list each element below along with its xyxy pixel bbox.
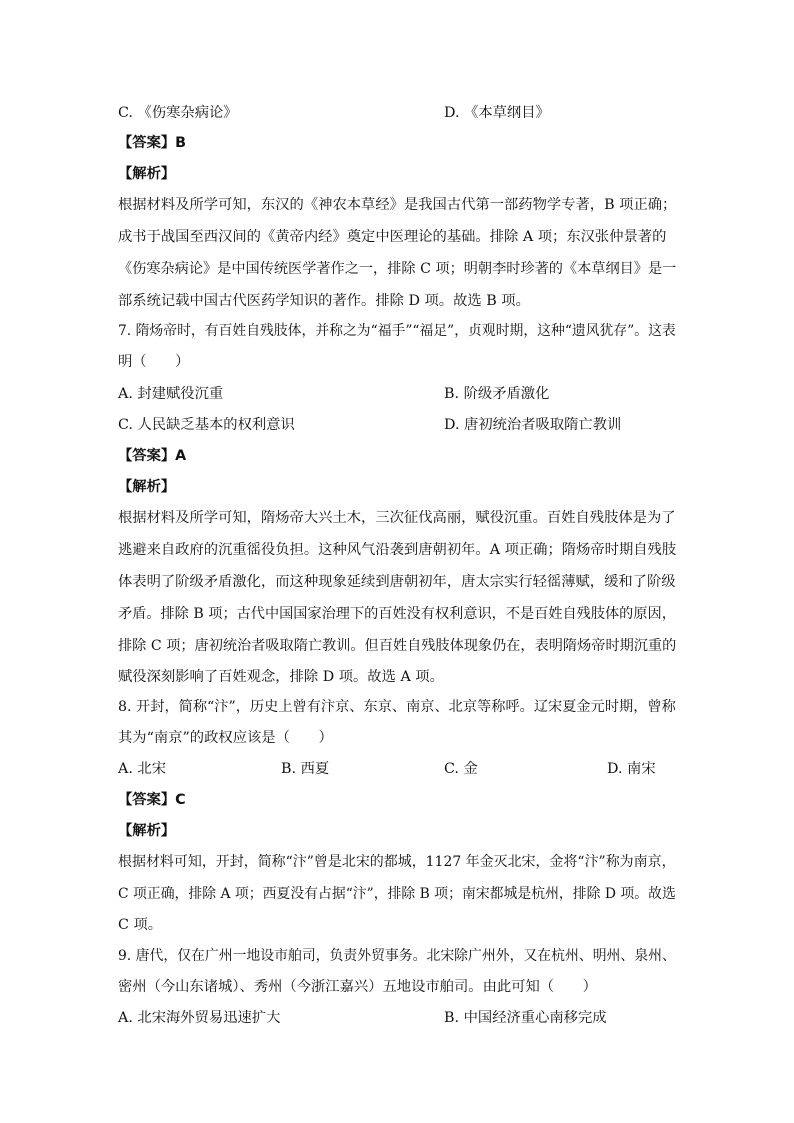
- q6-option-c: C. 《伤寒杂病论》: [118, 105, 238, 121]
- q9-option-b: B. 中国经济重心南移完成: [444, 1010, 607, 1026]
- q7-stem-line: 7. 隋炀帝时，有百姓自残肢体，并称之为“福手”“福足”，贞观时期，这种“遗风犹存”。这表: [118, 323, 676, 339]
- q7-analysis-line: 根据材料及所学可知，隋炀帝大兴土木，三次征伐高丽，赋役沉重。百姓自残肢体是为了: [118, 510, 676, 526]
- q6-analysis-line: 《伤寒杂病论》是中国传统医学著作之一，排除 C 项；明朝李时珍著的《本草纲目》是一: [118, 261, 677, 277]
- q7-analysis-line: 逃避来自政府的沉重徭役负担。这种风气沿袭到唐朝初年。A 项正确；隋炀帝时期自残肢: [118, 542, 677, 558]
- q8-option-c: C. 金: [444, 761, 478, 777]
- q7-analysis-line: 排除 C 项；唐初统治者吸取隋亡教训。但百姓自残肢体现象仍在，表明隋炀帝时期沉重的: [118, 638, 677, 654]
- q8-analysis-line: 根据材料可知，开封，简称“汴”曾是北宋的都城，1127 年金灭北宋，金将“汴”称为南京，: [118, 854, 676, 870]
- q7-option-a: A. 封建赋役沉重: [118, 386, 224, 402]
- q7-answer: 【答案】A: [118, 448, 187, 464]
- q7-stem-line: 明（ ）: [118, 354, 190, 370]
- q8-option-b: B. 西夏: [281, 761, 330, 777]
- q6-analysis-line: 成书于战国至西汉间的《黄帝内经》奠定中医理论的基础。排除 A 项；东汉张仲景著的: [118, 229, 667, 245]
- q7-analysis-label: 【解析】: [118, 479, 176, 495]
- q8-analysis-line: C 项。: [118, 917, 163, 933]
- q6-answer: 【答案】B: [118, 135, 187, 151]
- q8-stem-line: 8. 开封，简称“汴”，历史上曾有汴京、东京、南京、北京等称呼。辽宋夏金元时期，曾称: [118, 699, 676, 715]
- q7-option-d: D. 唐初统治者吸取隋亡教训: [444, 417, 622, 433]
- q6-analysis-line: 部系统记载中国古代医药学知识的著作。排除 D 项。故选 B 项。: [118, 293, 530, 309]
- q9-stem-line: 密州（今山东诸城）、秀州（今浙江嘉兴）五地设市舶司。由此可知（ ）: [118, 979, 597, 995]
- q7-analysis-line: 赋役深刻影响了百姓观念，排除 D 项。故选 A 项。: [118, 669, 444, 685]
- q8-analysis-line: C 项正确，排除 A 项；西夏没有占据“汴”，排除 B 项；南宋都城是杭州，排除 D 项。故选: [118, 886, 676, 902]
- q8-option-d: D. 南宋: [607, 761, 656, 777]
- q8-stem-line: 其为“南京”的政权应该是（ ）: [118, 730, 333, 746]
- q7-analysis-line: 矛盾。排除 B 项；古代中国国家治理下的百姓没有权利意识，不是百姓自残肢体的原因，: [118, 606, 676, 622]
- q9-stem-line: 9. 唐代，仅在广州一地设市舶司，负责外贸事务。北宋除广州外，又在杭州、明州、泉州、: [118, 948, 676, 964]
- q6-option-d: D. 《本草纲目》: [444, 105, 550, 121]
- q8-analysis-label: 【解析】: [118, 823, 176, 839]
- q6-analysis-label: 【解析】: [118, 166, 176, 182]
- q8-option-a: A. 北宋: [118, 761, 167, 777]
- q7-analysis-line: 体表明了阶级矛盾激化，而这种现象延续到唐朝初年，唐太宗实行轻徭薄赋，缓和了阶级: [118, 574, 676, 590]
- q6-analysis-line: 根据材料及所学可知，东汉的《神农本草经》是我国古代第一部药物学专著，B 项正确；: [118, 197, 677, 213]
- q7-option-c: C. 人民缺乏基本的权利意识: [118, 417, 295, 433]
- q9-option-a: A. 北宋海外贸易迅速扩大: [118, 1010, 281, 1026]
- q7-option-b: B. 阶级矛盾激化: [444, 386, 550, 402]
- q8-answer: 【答案】C: [118, 792, 186, 808]
